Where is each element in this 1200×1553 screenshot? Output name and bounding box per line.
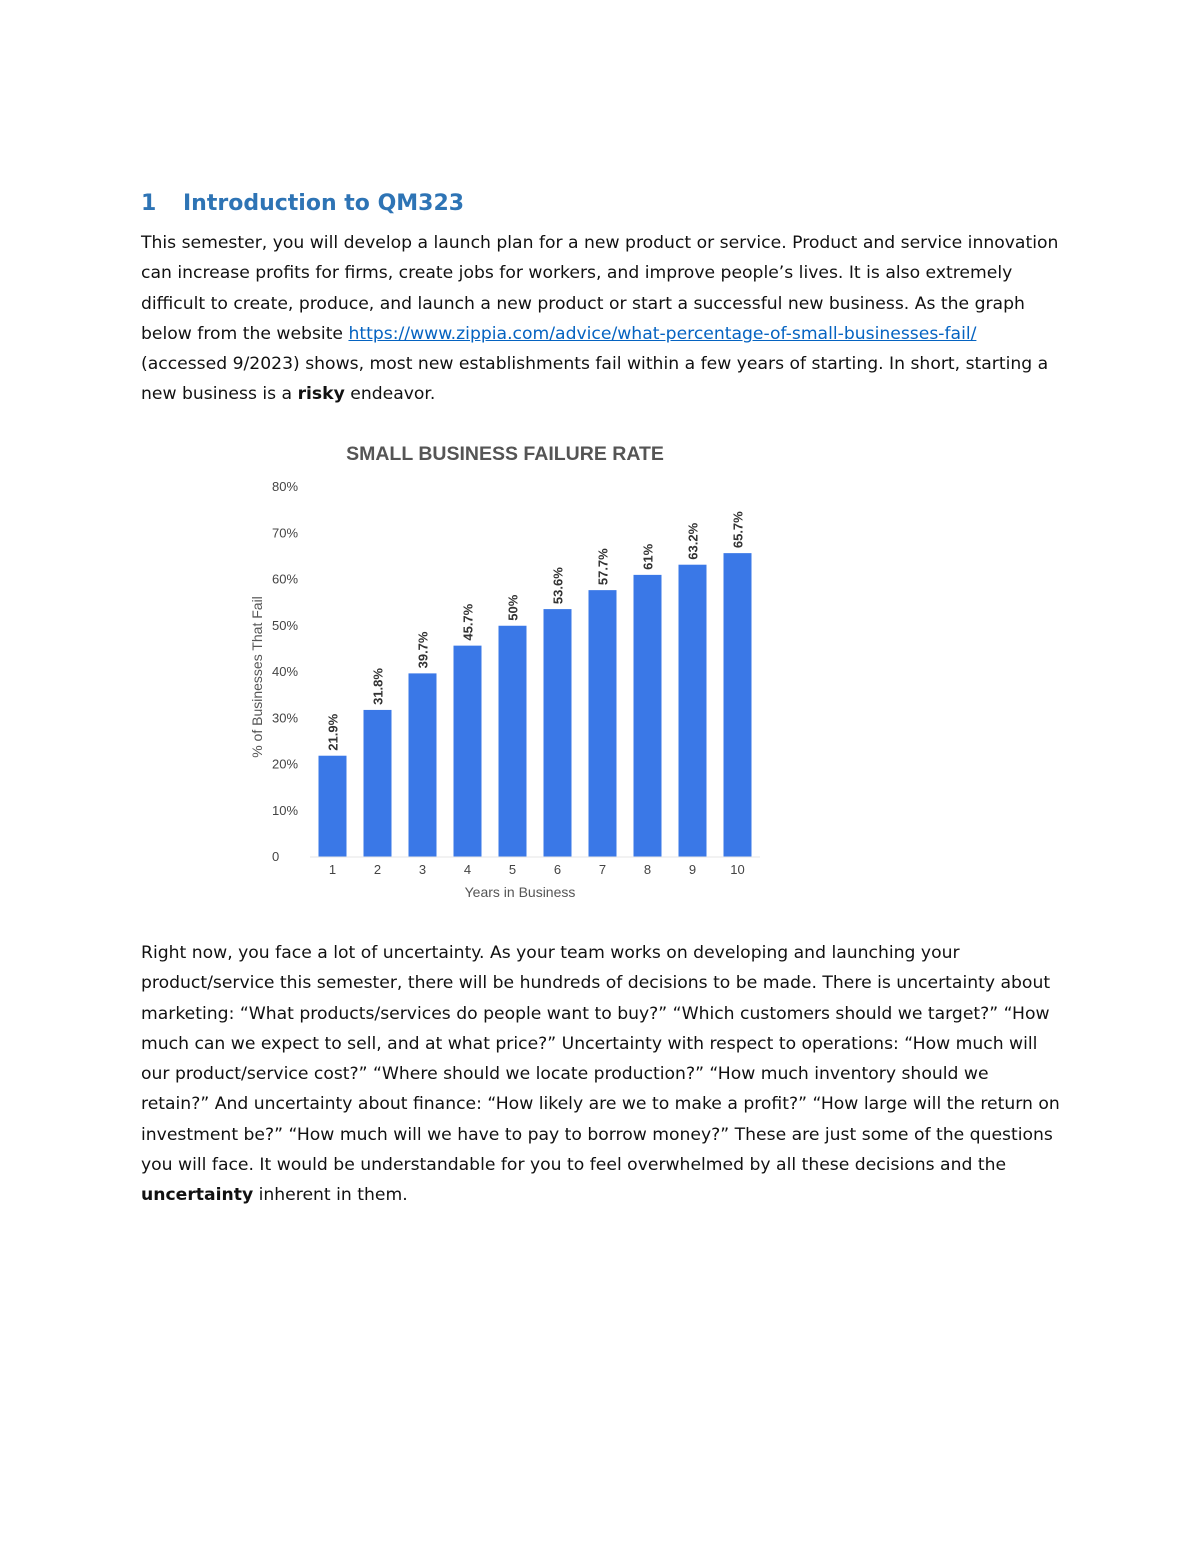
data-label: 21.9% <box>325 713 341 751</box>
x-axis-label: Years in Business <box>464 884 576 900</box>
bar-year-7 <box>589 590 617 857</box>
y-tick-label: 50% <box>272 617 299 633</box>
x-tick-label: 5 <box>508 862 517 877</box>
bar-year-5 <box>499 626 527 857</box>
section-number: 1 <box>141 191 157 216</box>
uncertainty-text-2: inherent in them. <box>253 1185 408 1206</box>
data-label: 31.8% <box>370 668 386 705</box>
bar-year-3 <box>409 673 437 857</box>
x-tick-label: 8 <box>643 862 652 877</box>
bar-year-9 <box>679 565 707 857</box>
y-tick-label: 30% <box>272 710 299 726</box>
data-label: 65.7% <box>730 511 746 549</box>
section-heading <box>141 191 464 216</box>
failure-rate-chart <box>240 432 780 912</box>
y-tick-label: 80% <box>272 479 299 494</box>
section-title: Introduction to QM323 <box>183 191 465 216</box>
bar-year-8 <box>634 575 662 857</box>
y-tick-label: 0 <box>272 849 280 864</box>
y-axis-label: % of Businesses That Fail <box>249 596 265 758</box>
bar-year-4 <box>454 646 482 857</box>
x-tick-label: 10 <box>730 862 745 877</box>
bar-year-2 <box>364 710 392 857</box>
intro-text-3: endeavor. <box>344 384 436 405</box>
y-tick-label: 10% <box>272 802 299 818</box>
uncertainty-paragraph <box>141 938 1061 1211</box>
y-tick-label: 70% <box>272 525 299 541</box>
bar-year-6 <box>544 609 572 857</box>
intro-text-2: (accessed 9/2023) shows, most new establishments fail within a few years of starting. In short, starting a new business is a <box>141 354 1049 405</box>
y-tick-label: 20% <box>272 756 299 772</box>
data-label: 53.6% <box>550 567 566 605</box>
source-link[interactable]: https://www.zippia.com/advice/what-percentage-of-small-businesses-fail/ <box>348 323 977 344</box>
data-label: 61% <box>640 543 656 570</box>
x-tick-label: 9 <box>688 862 697 877</box>
data-label: 50% <box>505 594 521 621</box>
x-tick-label: 3 <box>418 862 427 877</box>
uncertainty-text-1: Right now, you face a lot of uncertainty. As your team works on developing and launching your product/service this semester, there will be hundreds of decisions to be made. There is uncertainty about marketing: “What products/services do people want to buy?” “Which customers should we target?” “How much can we expect to sell, and at what price?” Uncertainty with respect to operations: “How much will our product/service cost?” “Where should we locate production?” “How much inventory should we retain?” And uncertainty about finance: “How likely are we to make a profit?” “How large will the return on investment be?” “How much will we have to pay to borrow money?” These are just some of the questions you will face. It would be understandable for you to feel overwhelmed by all these decisions and the <box>141 943 1060 1176</box>
x-tick-label: 7 <box>598 862 607 877</box>
x-tick-label: 4 <box>463 862 472 877</box>
emphasis-uncertainty: uncertainty <box>141 1185 254 1206</box>
bar-year-1 <box>319 756 347 857</box>
y-tick-label: 60% <box>272 571 299 587</box>
data-label: 57.7% <box>595 548 611 586</box>
intro-paragraph <box>141 228 1061 410</box>
emphasis-risky: risky <box>297 384 345 405</box>
y-tick-label: 40% <box>272 664 299 679</box>
data-label: 39.7% <box>415 631 431 669</box>
data-label: 63.2% <box>685 522 701 560</box>
x-tick-label: 6 <box>553 862 562 877</box>
bar-year-10 <box>724 553 752 857</box>
chart-svg <box>240 432 780 912</box>
data-label: 45.7% <box>460 603 476 641</box>
x-tick-label: 1 <box>328 862 337 877</box>
intro-text-1: This semester, you will develop a launch plan for a new product or service. Product and service innovation can increase profits for firms, create jobs for workers, and improve people’s lives. It is also extremely difficult to create, produce, and launch a new product or start a successful new business. As the graph below from the website <box>141 233 1059 344</box>
chart-title: SMALL BUSINESS FAILURE RATE <box>346 443 664 465</box>
x-tick-label: 2 <box>373 862 382 877</box>
